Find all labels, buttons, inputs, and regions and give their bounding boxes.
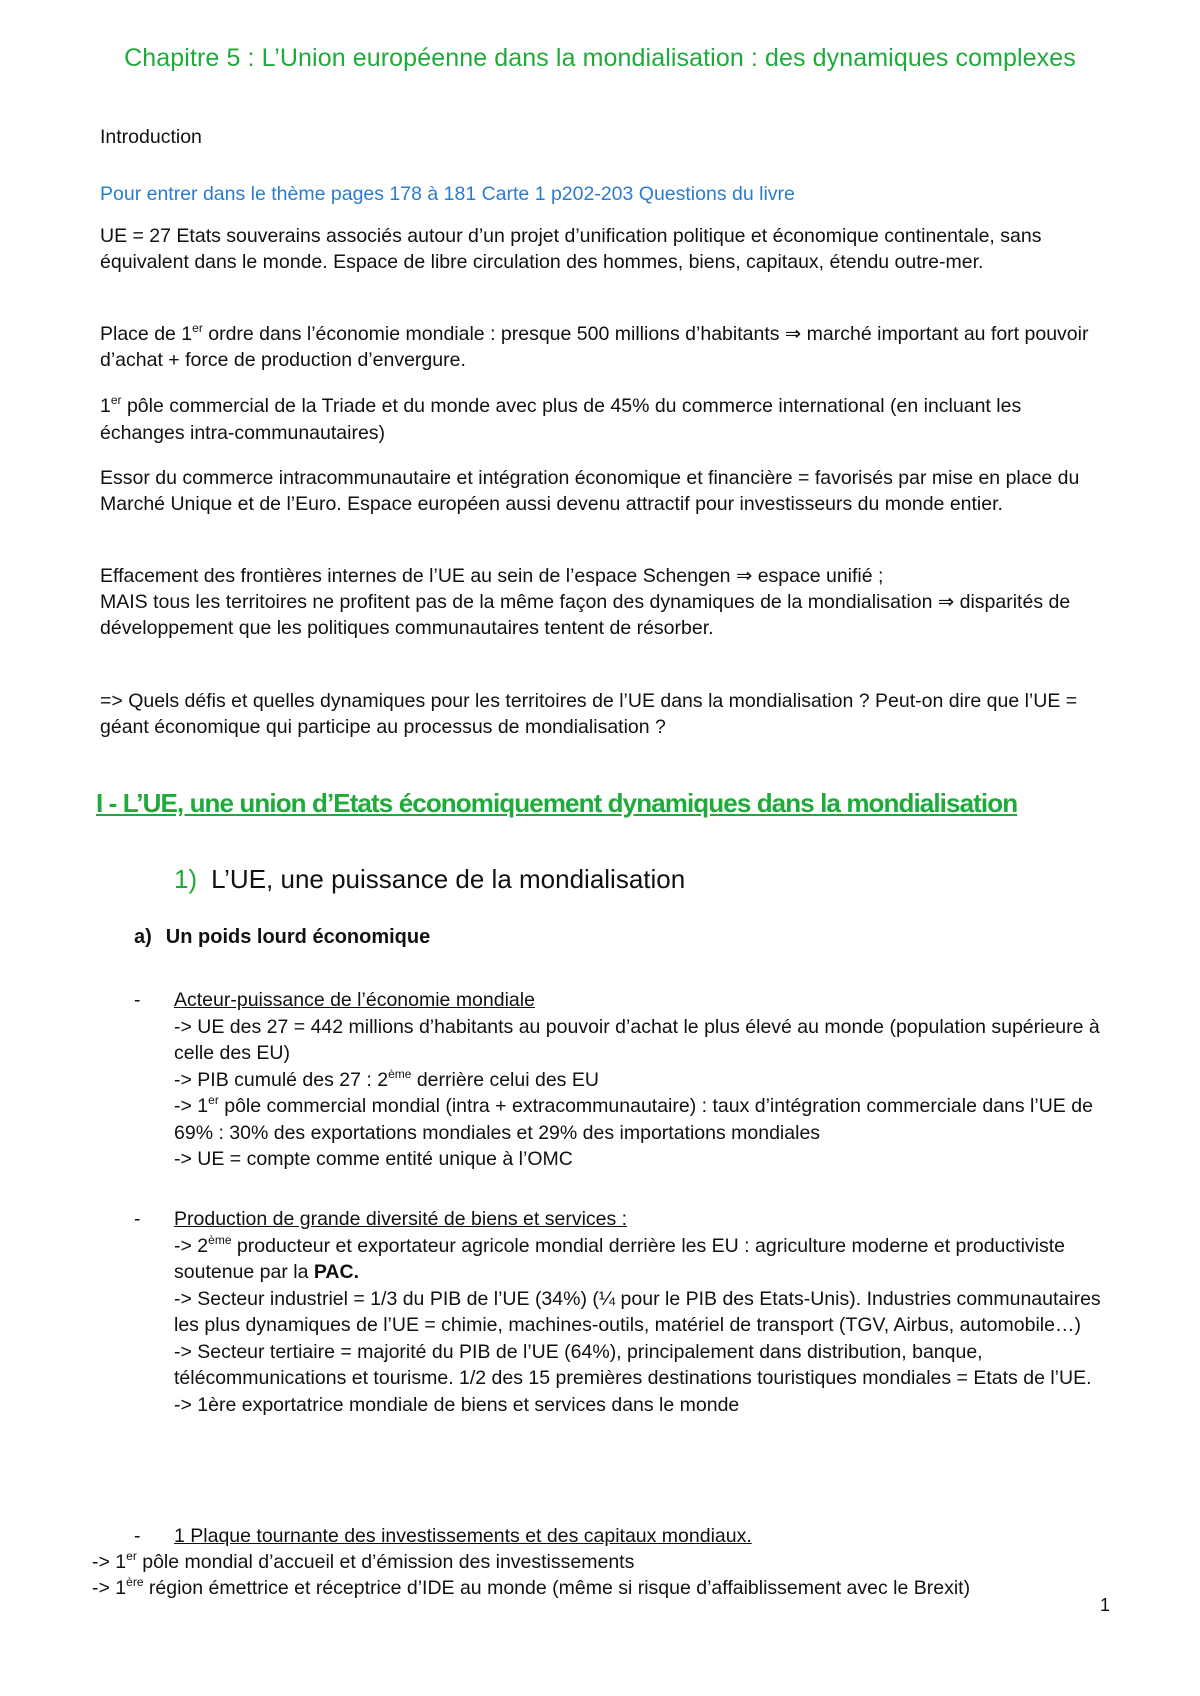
- section-1-title: I - L’UE, une union d’Etats économiquement dynamiques dans la mondialisation: [96, 788, 1018, 818]
- bullet-dash: -: [134, 989, 141, 1011]
- bullet-dash: -: [134, 1525, 141, 1547]
- bullet-2-heading: Production de grande diversité de biens et services :: [174, 1208, 628, 1230]
- bullet-1-line-1: -> UE des 27 = 442 millions d’habitants au pouvoir d’achat le plus élevé au monde (population supérieure à celle des EU): [174, 1015, 1100, 1064]
- bullet-2-line-4: -> 1ère exportatrice mondiale de biens et services dans le monde: [174, 1393, 740, 1416]
- subsection-a-title: a) Un poids lourd économique: [134, 926, 431, 948]
- bullet-1-line-4: -> UE = compte comme entité unique à l’OMC: [174, 1148, 573, 1170]
- intro-heading: Introduction: [100, 126, 202, 148]
- bullet-1-line-3: -> 1er pôle commercial mondial (intra + extracommunautaire) : taux d’intégration commerciale dans l’UE de 69% : 30% des exportations mondiales et 29% des importations mondiales: [174, 1093, 1093, 1144]
- bullet-3-line-2: -> 1ère région émettrice et réceptrice d’IDE au monde (même si risque d’affaiblissement avec le Brexit): [92, 1575, 971, 1599]
- intro-paragraph-4: Essor du commerce intracommunautaire et intégration économique et financière = favorisés par mise en place du Marché Unique et de l’Euro. Espace européen aussi devenu attractif pour investisseurs du monde entier.: [100, 467, 1080, 515]
- bullet-1-heading: Acteur-puissance de l’économie mondiale: [174, 989, 535, 1011]
- bullet-block-3: [134, 1523, 1124, 1550]
- subsection-1-title: 1) L’UE, une puissance de la mondialisation: [174, 864, 686, 894]
- bullet-3-lines: [92, 1549, 1122, 1601]
- intro-reference-line: Pour entrer dans le thème pages 178 à 181 Carte 1 p202-203 Questions du livre: [100, 183, 795, 205]
- bullet-block-1: [134, 987, 1124, 1173]
- bullet-block-2: [134, 1206, 1124, 1418]
- page-number: 1: [1100, 1595, 1111, 1615]
- bullet-3-line-1: -> 1er pôle mondial d’accueil et d’émission des investissements: [92, 1549, 635, 1573]
- bullet-1-line-2: -> PIB cumulé des 27 : 2ème derrière celui des EU: [174, 1066, 599, 1091]
- bullet-2-line-3: -> Secteur tertiaire = majorité du PIB de l’UE (64%), principalement dans distribution, banque, télécommunications et tourisme. 1/2 des 15 premières destinations touristiques mondiales = Etats de l’UE.: [174, 1340, 1092, 1389]
- intro-paragraph-5-line-2: MAIS tous les territoires ne profitent pas de la même façon des dynamiques de la mondialisation ⇒ disparités de développement que les politiques communautaires tentent de résorber.: [100, 591, 1071, 639]
- bullet-2-line-1: -> 2ème producteur et exportateur agricole mondial derrière les EU : agriculture moderne et productiviste soutenue par la PAC.: [174, 1232, 1066, 1283]
- intro-paragraph-5: [100, 563, 1110, 641]
- chapter-title: Chapitre 5 : L’Union européenne dans la mondialisation : des dynamiques complexes: [124, 44, 1076, 72]
- intro-paragraph-3: 1er pôle commercial de la Triade et du monde avec plus de 45% du commerce international (en incluant les échanges intra-communautaires): [100, 393, 1022, 444]
- intro-paragraph-5-line-1: Effacement des frontières internes de l’UE au sein de l’espace Schengen ⇒ espace unifié ;: [100, 565, 884, 587]
- intro-problematic: => Quels défis et quelles dynamiques pour les territoires de l’UE dans la mondialisation ? Peut-on dire que l’UE = géant économique qui participe au processus de mondialisation ?: [100, 690, 1078, 738]
- intro-paragraph-2: Place de 1er ordre dans l’économie mondiale : presque 500 millions d’habitants ⇒ marché important au fort pouvoir d’achat + force de production d’envergure.: [100, 321, 1089, 371]
- bullet-dash: -: [134, 1208, 141, 1230]
- intro-paragraph-1: UE = 27 Etats souverains associés autour d’un projet d’unification politique et économique continentale, sans équivalent dans le monde. Espace de libre circulation des hommes, biens, capitaux, étendu outre-mer.: [100, 225, 1042, 273]
- bullet-3-heading: 1 Plaque tournante des investissements et des capitaux mondiaux.: [174, 1525, 752, 1547]
- bullet-2-line-2: -> Secteur industriel = 1/3 du PIB de l’UE (34%) (¼ pour le PIB des Etats-Unis). Industries communautaires les plus dynamiques de l’UE = chimie, machines-outils, matériel de transport (TGV, Airbus, automobile…): [174, 1287, 1101, 1336]
